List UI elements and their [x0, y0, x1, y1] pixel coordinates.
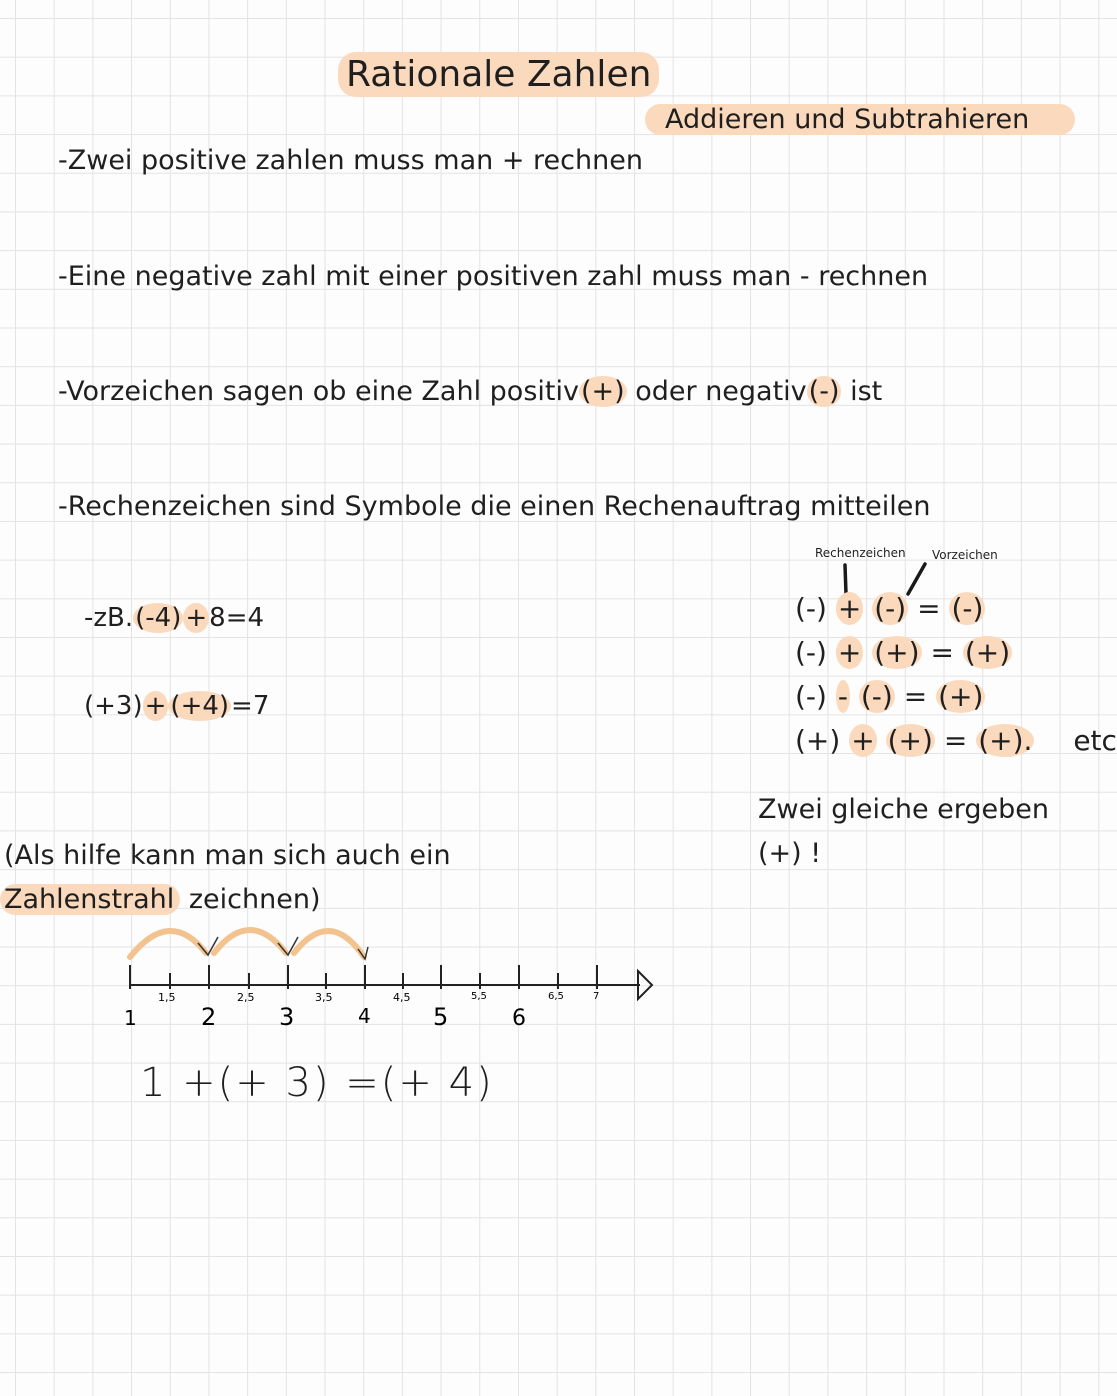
sign-eq: =	[943, 724, 968, 757]
example-2-rest: =7	[231, 691, 270, 721]
sign-op: +	[837, 636, 862, 669]
example-2-term-b: (+4)	[170, 691, 230, 721]
tick-label-major: 6	[512, 1006, 526, 1031]
tick-label-minor: 7	[593, 991, 600, 1002]
tick-label-major: 1	[124, 1006, 137, 1030]
hint-rest: zeichnen)	[180, 884, 321, 915]
page-subtitle: Addieren und Subtrahieren	[645, 104, 1075, 135]
rule-mixed-subtraction: -Eine negative zahl mit einer positiven zahl muss man - rechnen	[58, 261, 929, 292]
example-1	[84, 603, 264, 633]
plus-sign-highlight: (+)	[580, 376, 625, 407]
rule-vorzeichen-suffix: ist	[841, 376, 883, 407]
rule-rechenzeichen: -Rechenzeichen sind Symbole die einen Rechenauftrag mitteilen	[58, 491, 931, 522]
tick-label-minor: 5,5	[471, 991, 487, 1002]
label-vorzeichen: Vorzeichen	[932, 548, 998, 562]
number-line-equation: 1 +(+ 3) =(+ 4)	[140, 1060, 494, 1106]
hint-line2	[0, 884, 321, 915]
tick-label-minor: 3,5	[315, 991, 333, 1004]
minus-sign-highlight: (-)	[808, 376, 840, 407]
example-1-prefix: -zB.	[84, 603, 134, 633]
sign-eq: =	[930, 636, 954, 669]
sign-eq: =	[917, 592, 941, 625]
sign-op: -	[837, 680, 848, 713]
number-line-diagram	[110, 915, 670, 1031]
tick-label-minor: 1,5	[158, 991, 176, 1004]
sign-a: (-)	[795, 680, 827, 713]
tick-label-minor: 4,5	[393, 991, 411, 1004]
example-1-term: (-4)	[135, 603, 182, 633]
rule-vorzeichen-prefix: -Vorzeichen sagen ob eine Zahl positiv	[58, 376, 579, 407]
sign-result: (+).	[978, 724, 1033, 757]
sign-a: (-)	[795, 592, 827, 625]
jump-arc	[214, 930, 286, 953]
sign-eq: =	[903, 680, 928, 713]
tick-label-major: 4	[358, 1004, 371, 1028]
sign-op: +	[837, 592, 862, 625]
hint-zahlenstrahl: Zahlenstrahl	[0, 884, 180, 915]
hint-line1: (Als hilfe kann man sich auch ein	[4, 840, 451, 871]
sign-b: (-)	[874, 592, 907, 625]
sign-b: (+)	[874, 636, 920, 669]
sign-table-row	[795, 680, 985, 713]
tick-label-major: 3	[279, 1003, 295, 1031]
sign-table-row	[795, 636, 1012, 669]
tick-label-major: 2	[201, 1003, 217, 1031]
example-2-operator: +	[144, 691, 167, 721]
sign-table-row	[795, 592, 985, 625]
tick-label-minor: 2,5	[237, 991, 255, 1004]
sign-b: (+)	[887, 724, 933, 757]
gleiche-note-line2: (+) !	[758, 838, 822, 869]
sign-result: (+)	[964, 636, 1011, 669]
tick-label-minor: 6,5	[548, 991, 564, 1002]
sign-op: +	[851, 724, 875, 757]
page-title: Rationale Zahlen	[338, 52, 659, 97]
example-2	[84, 691, 269, 721]
sign-a: (+)	[795, 724, 841, 757]
label-rechenzeichen: Rechenzeichen	[815, 546, 906, 560]
example-1-operator: +	[185, 603, 208, 633]
sign-a: (-)	[795, 636, 827, 669]
sign-result: (-)	[951, 592, 984, 625]
sign-result: (+)	[938, 680, 984, 713]
sign-etc: etc	[1073, 724, 1117, 757]
jump-arc	[130, 931, 206, 957]
tick-label-major: 5	[433, 1003, 449, 1031]
gleiche-note-line1: Zwei gleiche ergeben	[758, 794, 1050, 825]
sign-table-row	[795, 724, 1117, 757]
jump-arc	[294, 931, 364, 957]
rule-positive-addition: -Zwei positive zahlen muss man + rechnen	[58, 145, 643, 176]
rule-vorzeichen-middle: oder negativ	[626, 376, 807, 407]
example-2-term-a: (+3)	[84, 691, 143, 721]
axis-arrow-icon	[638, 971, 652, 999]
sign-b: (-)	[860, 680, 893, 713]
rule-vorzeichen	[58, 376, 882, 407]
example-1-rest: 8=4	[209, 603, 265, 633]
